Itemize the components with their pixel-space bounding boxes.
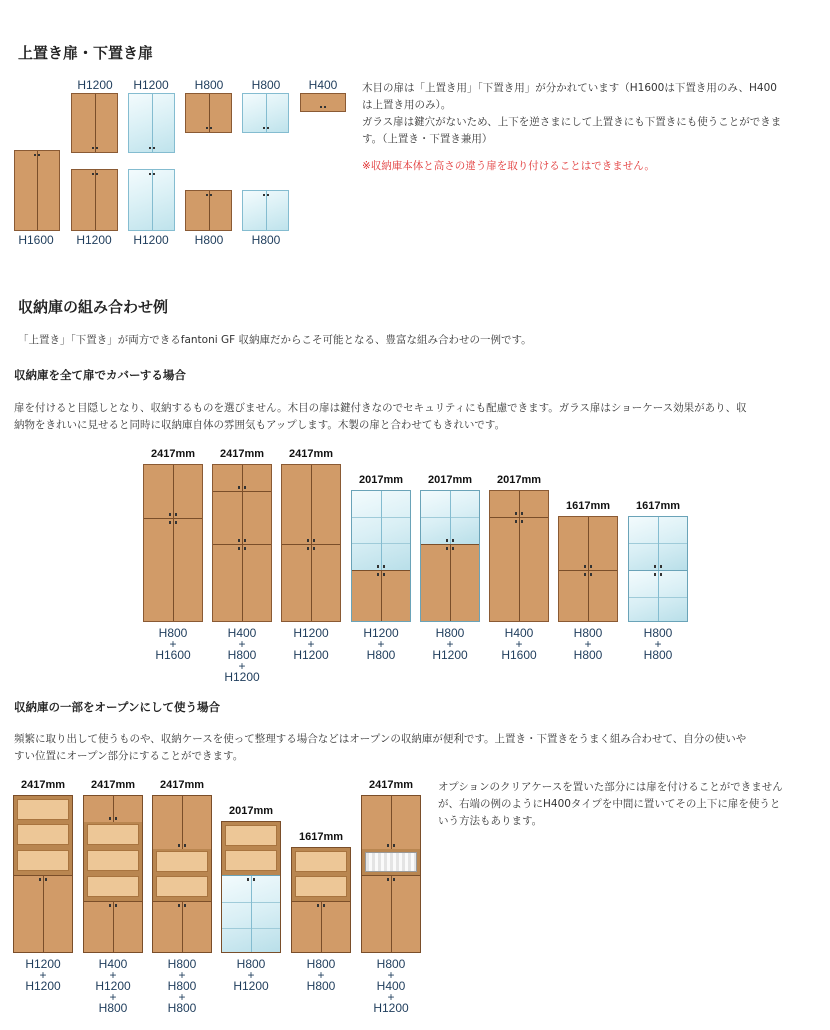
- door-label: H1600: [18, 233, 54, 247]
- door-label: H1200: [133, 233, 169, 247]
- combo-part: H800: [376, 957, 406, 971]
- combo-label: [281, 628, 341, 661]
- cabinet-1617-glass-h800-h800: [628, 516, 688, 622]
- combo-part: H800: [227, 648, 257, 662]
- height-label: 1617mm: [635, 500, 681, 512]
- combo-part: H800: [306, 957, 336, 971]
- combo-part: H400: [376, 979, 406, 993]
- plus-sign: +: [39, 968, 47, 982]
- height-label: 2017mm: [228, 805, 274, 817]
- combo-part: H400: [98, 957, 128, 971]
- door-label: H1200: [77, 78, 113, 92]
- combo-label: [221, 959, 281, 992]
- height-label: 2417mm: [150, 448, 196, 460]
- plus-sign: +: [109, 968, 117, 982]
- cabinet-2417-with-clear-case: [361, 795, 421, 953]
- cabinet-2017-glass-h800-wood-h1200: [420, 490, 480, 622]
- plus-sign: +: [238, 659, 246, 673]
- combo-part: H1200: [363, 626, 399, 640]
- combo-part: H800: [366, 648, 396, 662]
- wood-door-h800-upper: [185, 93, 232, 133]
- plus-sign: +: [387, 968, 395, 982]
- note-line: オプションのクリアケースを置いた部分には扉を付けることができません: [438, 781, 783, 793]
- combo-part: H400: [227, 626, 257, 640]
- subsection2-description: [14, 731, 824, 765]
- combo-part: H800: [306, 979, 336, 993]
- section2-title: 収納庫の組み合わせ例: [18, 298, 169, 316]
- desc-line: は上置き用のみ）。: [362, 99, 452, 111]
- plus-sign: +: [317, 968, 325, 982]
- combo-label: [13, 959, 73, 992]
- plus-sign: +: [377, 637, 385, 651]
- section1-title: 上置き扉・下置き扉: [18, 44, 154, 62]
- glass-door-h1200: [128, 93, 175, 153]
- door-label: H800: [251, 78, 281, 92]
- combo-part: H800: [643, 626, 673, 640]
- section1-description: [362, 80, 822, 148]
- combo-part: H1200: [373, 1001, 409, 1015]
- glass-door-h800: [242, 93, 289, 133]
- glass-door-h800: [242, 190, 289, 231]
- open-cabinet-2417-b: [83, 795, 143, 953]
- height-label: 2417mm: [20, 779, 66, 791]
- height-label: 1617mm: [565, 500, 611, 512]
- plus-sign: +: [446, 637, 454, 651]
- cabinet-1617-h800-h800: [558, 516, 618, 622]
- combo-label: [83, 959, 143, 1014]
- warning-note: ※収納庫本体と高さの違う扉を取り付けることはできません。: [362, 160, 655, 172]
- height-label: 2417mm: [90, 779, 136, 791]
- wood-door-h400-upper: [300, 93, 346, 112]
- combo-label: [489, 628, 549, 661]
- cabinet-2417-h800-h1600: [143, 464, 203, 622]
- height-label: 2017mm: [496, 474, 542, 486]
- combo-part: H800: [167, 1001, 197, 1015]
- desc-line: 納物をきれいに見せると同時に収納庫自体の雰囲気もアップします。木製の扉と合わせてもきれいです。: [14, 419, 506, 431]
- combo-label: [558, 628, 618, 661]
- combo-label: [212, 628, 272, 683]
- desc-line: 頻繁に取り出して使うものや、収納ケースを使って整理する場合などはオープンの収納庫が便利です。上置き・下置きをうまく組み合わせて、自分の使いや: [14, 733, 747, 745]
- combo-part: H800: [573, 626, 603, 640]
- desc-line: す。（上置き・下置き兼用）: [362, 133, 493, 145]
- height-label: 2017mm: [358, 474, 404, 486]
- combo-part: H1200: [233, 979, 269, 993]
- cabinet-2017-glass-h1200-wood-h800: [351, 490, 411, 622]
- plus-sign: +: [515, 637, 523, 651]
- open-cabinet-2417-a: [13, 795, 73, 953]
- door-label: H800: [194, 233, 224, 247]
- plus-sign: +: [584, 637, 592, 651]
- combo-part: H1200: [25, 957, 61, 971]
- wood-door-h1600-lower: [14, 150, 60, 231]
- cabinet-2017-h400-h1600: [489, 490, 549, 622]
- combo-part: H800: [435, 626, 465, 640]
- combo-part: H800: [573, 648, 603, 662]
- wood-door-h800-lower: [185, 190, 232, 231]
- open-cabinet-2017: [221, 821, 281, 953]
- subsection1-title: 収納庫を全て扉でカバーする場合: [14, 368, 186, 382]
- height-label: 2017mm: [427, 474, 473, 486]
- plus-sign: +: [247, 968, 255, 982]
- combo-part: H800: [236, 957, 266, 971]
- combo-part: H800: [98, 1001, 128, 1015]
- combo-part: H1200: [432, 648, 468, 662]
- combo-part: H1200: [95, 979, 131, 993]
- combo-part: H800: [643, 648, 673, 662]
- door-label: H400: [308, 78, 338, 92]
- clear-case-note: [438, 779, 823, 830]
- height-label: 2417mm: [219, 448, 265, 460]
- plus-sign: +: [169, 637, 177, 651]
- combo-part: H800: [167, 957, 197, 971]
- combo-label: [628, 628, 688, 661]
- combo-label: [361, 959, 421, 1014]
- desc-line: 木目の扉は「上置き用」「下置き用」が分かれています（H1600は下置き用のみ、H400: [362, 82, 777, 94]
- note-line: いう方法もあります。: [438, 815, 543, 827]
- height-label: 2417mm: [288, 448, 334, 460]
- door-label: H1200: [76, 233, 112, 247]
- desc-line: 扉を付けると目隠しとなり、収納するものを選びません。木目の扉は鍵付きなのでセキュリティにも配慮できます。ガラス扉はショーケース効果があり、収: [14, 402, 747, 414]
- combo-part: H1600: [155, 648, 191, 662]
- cabinet-2417-h1200-h1200: [281, 464, 341, 622]
- plus-sign: +: [178, 968, 186, 982]
- door-label: H1200: [133, 78, 169, 92]
- combo-part: H1200: [293, 626, 329, 640]
- combo-label: [420, 628, 480, 661]
- combo-part: H1200: [293, 648, 329, 662]
- height-label: 2417mm: [159, 779, 205, 791]
- combo-label: [143, 628, 203, 661]
- combo-label: [152, 959, 212, 1014]
- plus-sign: +: [654, 637, 662, 651]
- glass-door-h1200: [128, 169, 175, 231]
- combo-part: H800: [167, 979, 197, 993]
- plus-sign: +: [387, 990, 395, 1004]
- clear-case: [365, 852, 417, 872]
- height-label: 1617mm: [298, 831, 344, 843]
- plus-sign: +: [178, 990, 186, 1004]
- combo-part: H800: [158, 626, 188, 640]
- plus-sign: +: [109, 990, 117, 1004]
- door-label: H800: [251, 233, 281, 247]
- plus-sign: +: [307, 637, 315, 651]
- desc-line: すい位置にオープン部分にすることができます。: [14, 750, 244, 762]
- subsection2-title: 収納庫の一部をオープンにして使う場合: [14, 700, 220, 714]
- open-cabinet-1617: [291, 847, 351, 953]
- wood-door-h1200-upper: [71, 93, 118, 153]
- open-cabinet-2417-c: [152, 795, 212, 953]
- section2-intro: 「上置き」「下置き」が両方できるfantoni GF 収納庫だからこそ可能となる、豊富な組み合わせの一例です。: [18, 334, 532, 346]
- combo-part: H400: [504, 626, 534, 640]
- combo-part: H1600: [501, 648, 537, 662]
- door-label: H800: [194, 78, 224, 92]
- combo-part: H1200: [25, 979, 61, 993]
- combo-label: [291, 959, 351, 992]
- cabinet-2417-h400-h800-h1200: [212, 464, 272, 622]
- note-line: が、右端の例のようにH400タイプを中間に置いてその上下に扉を使うと: [438, 798, 781, 810]
- wood-door-h1200-lower: [71, 169, 118, 231]
- combo-part: H1200: [224, 670, 260, 684]
- subsection1-description: [14, 400, 824, 434]
- desc-line: ガラス扉は鍵穴がないため、上下を逆さまにして上置きにも下置きにも使うことができま: [362, 116, 782, 128]
- height-label: 2417mm: [368, 779, 414, 791]
- plus-sign: +: [238, 637, 246, 651]
- combo-label: [351, 628, 411, 661]
